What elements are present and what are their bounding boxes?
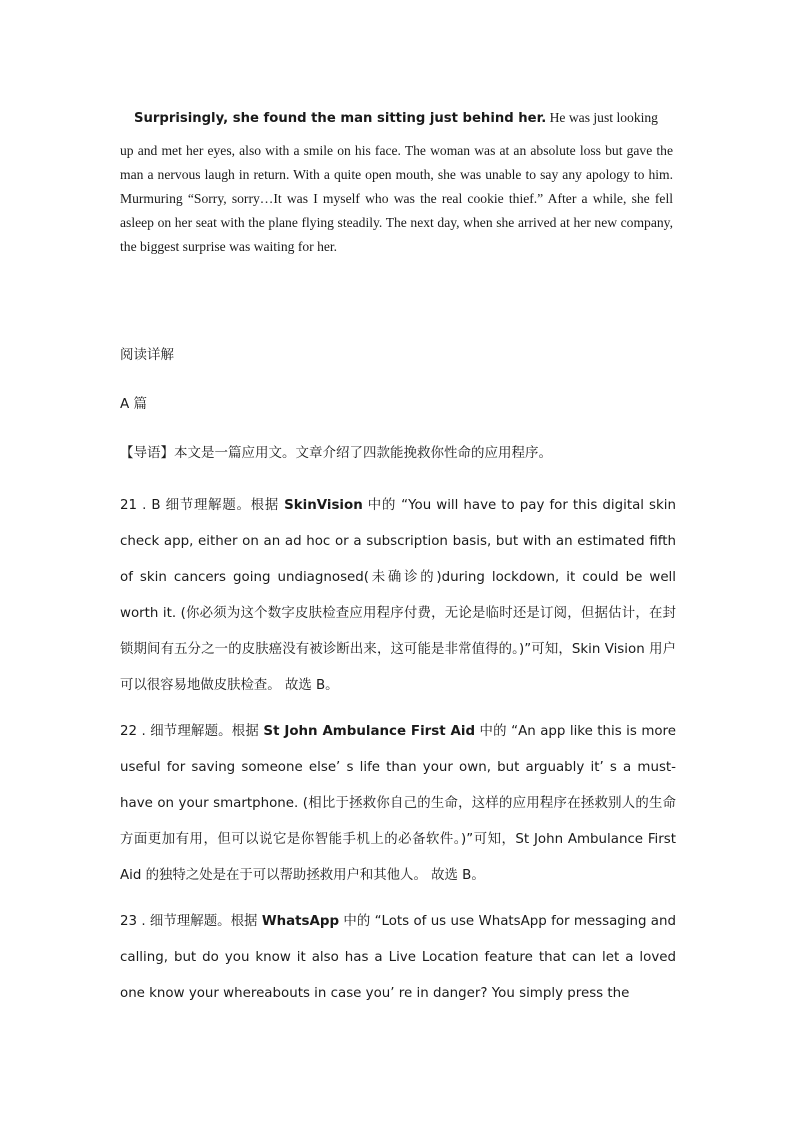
story-body-text: up and met her eyes, also with a smile on his face. The woman was at an absolute loss but gave the man a nervous laugh in return. With a quite open mouth, she was unable to say any apology to him. Murmuring “Sorry, sorry…It was I myself who was the real cookie thief.” After a while, she fell asleep on her seat with the plane flying steadily. The next day, when she arrived at her new company, the biggest surprise was waiting for her. bbox=[120, 143, 673, 255]
answer-explanation: 中的 “Lots of us use WhatsApp for messaging and calling, but do you know it also has a Live Location feature that can let a loved one know your whereabouts in case you’ re in danger? You simply press the bbox=[120, 914, 676, 1001]
answer-item bbox=[120, 714, 676, 894]
story-lead-continuation: He was just looking bbox=[546, 110, 658, 125]
story-paragraph bbox=[120, 106, 673, 260]
story-first-line bbox=[120, 106, 673, 131]
section-title: 阅读详解 bbox=[120, 347, 174, 363]
answer-item bbox=[120, 904, 676, 1012]
answer-item bbox=[120, 488, 676, 704]
app-name: St John Ambulance First Aid bbox=[263, 724, 476, 739]
answer-explanation: 中的 “An app like this is more useful for saving someone else’ s life than your own, but arguably it’ s a must-have on your smartphone. (相比于拯救你自己的生命，这样的应用程序在拯救别人的生命方面更加有用，但可以说它是你智能手机上的必备软件。)”可知，St John Ambulance First Aid 的独特之处是在于可以帮助拯救用户和其他人。 故选 B。 bbox=[120, 724, 677, 883]
answer-prefix: 22 . 细节理解题。根据 bbox=[120, 724, 264, 739]
answer-explanation: 中的 “You will have to pay for this digital skin check app, either on an ad hoc or a subscription basis, but with an estimated fifth of skin cancers going undiagnosed(未确诊的)during lockdown, it could be well worth it. (你必须为这个数字皮肤检查应用程序付费，无论是临时还是订阅，但据估计，在封锁期间有五分之一的皮肤癌没有被诊断出来，这可能是非常值得的。)”可知，Skin Vision 用户可以很容易地做皮肤检查。 故选 B。 bbox=[120, 498, 676, 693]
answer-list bbox=[120, 488, 676, 1022]
app-name: WhatsApp bbox=[261, 914, 340, 929]
passage-intro: 【导语】本文是一篇应用文。文章介绍了四款能挽救你性命的应用程序。 bbox=[120, 445, 552, 461]
app-name: SkinVision bbox=[284, 498, 363, 513]
answer-prefix: 21 . B 细节理解题。根据 bbox=[120, 498, 285, 513]
story-lead-sentence: Surprisingly, she found the man sitting just behind her. bbox=[134, 111, 547, 126]
part-title: A 篇 bbox=[120, 396, 148, 412]
answer-prefix: 23 . 细节理解题。根据 bbox=[120, 914, 262, 929]
